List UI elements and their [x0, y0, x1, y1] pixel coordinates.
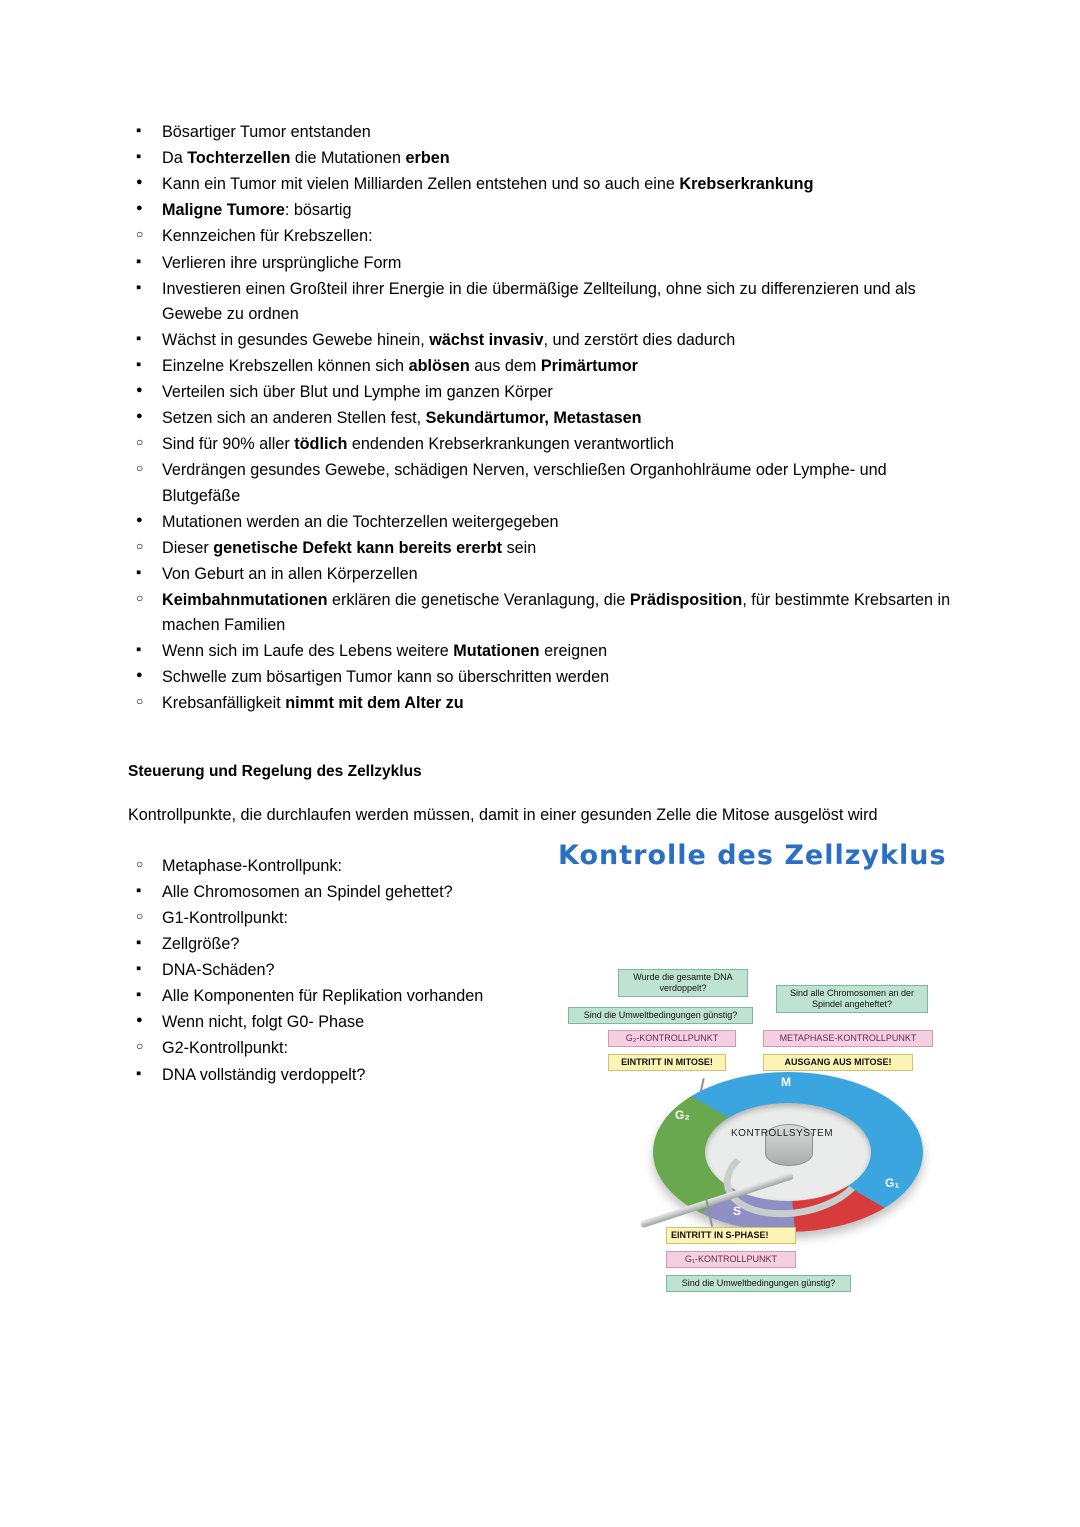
lower-block: [128, 839, 958, 1288]
bullet-square-icon: [136, 984, 156, 1009]
list-item: [128, 639, 958, 664]
outline-list-lower: [128, 854, 528, 1088]
list-item-text: Zellgröße?: [162, 934, 240, 953]
list-item: [128, 458, 958, 508]
figure-title: Kontrolle des Zellzyklus: [558, 839, 947, 871]
list-item-text: Mutationen werden an die Tochterzellen weitergegeben: [162, 512, 559, 531]
list-item-text: Bösartiger Tumor entstanden: [162, 123, 371, 141]
bullet-square-icon: [136, 328, 156, 353]
list-item: [128, 510, 958, 535]
callout-g2-checkpoint: G₂-KONTROLLPUNKT: [608, 1030, 736, 1047]
list-item-text: Alle Chromosomen an Spindel gehettet?: [162, 882, 453, 901]
callout-exit-mitosis: AUSGANG AUS MITOSE!: [763, 1054, 913, 1071]
list-item-text: Verlieren ihre ursprüngliche Form: [162, 253, 402, 272]
list-item: [128, 328, 958, 353]
list-item: [128, 536, 958, 561]
bullet-circle-icon: [136, 906, 156, 931]
list-item: [128, 562, 958, 587]
bullet-circle-icon: [136, 691, 156, 716]
list-item-text: Setzen sich an anderen Stellen fest, Sekundärtumor, Metastasen: [162, 409, 642, 428]
list-item-text: Verdrängen gesundes Gewebe, schädigen Nerven, verschließen Organhohlräume oder Lymphe- und Blutgefäße: [162, 461, 887, 505]
list-item-text: Wenn nicht, folgt G0- Phase: [162, 1013, 365, 1032]
list-item: [128, 277, 958, 327]
control-system-label: KONTROLLSYSTEM: [731, 1127, 834, 1139]
list-item: [128, 224, 958, 249]
document-content: [128, 120, 958, 1288]
list-item-text: Schwelle zum bösartigen Tumor kann so überschritten werden: [162, 668, 610, 687]
bullet-square-icon: [136, 354, 156, 379]
list-item: [128, 932, 528, 957]
list-item: [128, 251, 958, 276]
list-item: [128, 172, 958, 197]
list-item-text: Metaphase-Kontrollpunk:: [162, 856, 342, 875]
list-item: [128, 958, 528, 983]
phase-label-g1: G₁: [885, 1175, 900, 1190]
bullet-square-icon: [136, 562, 156, 587]
cell-cycle-figure: [558, 839, 988, 1288]
list-item-text: Maligne Tumore: bösartig: [162, 201, 352, 220]
bullet-circle-icon: [136, 588, 156, 613]
bullet-circle-icon: [136, 432, 156, 457]
list-item-text: Dieser genetische Defekt kann bereits ererbt sein: [162, 538, 537, 557]
list-item-text: Kann ein Tumor mit vielen Milliarden Zellen entstehen und so auch eine Krebserkrankung: [162, 175, 814, 194]
list-item-text: G1-Kontrollpunkt:: [162, 908, 288, 927]
callout-env-bottom: Sind die Umweltbedingungen günstig?: [666, 1275, 851, 1292]
list-item: [128, 1063, 528, 1088]
bullet-circle-icon: [136, 1036, 156, 1061]
phase-label-m: M: [781, 1074, 791, 1089]
list-item-text: Kennzeichen für Krebszellen:: [162, 227, 373, 246]
phase-label-g2: G₂: [675, 1107, 690, 1122]
list-item: [128, 354, 958, 379]
cell-cycle-ring: [653, 1072, 923, 1232]
list-item: [128, 854, 528, 879]
bullet-square-icon: [136, 251, 156, 276]
bullet-square-icon: [136, 1063, 156, 1088]
bullet-square-icon: [136, 120, 156, 145]
bullet-square-icon: [136, 932, 156, 957]
bullet-disc-icon: [136, 510, 156, 535]
bullet-disc-icon: [136, 172, 156, 197]
callout-dna-doubled: Wurde die gesamte DNA verdoppelt?: [618, 969, 748, 997]
bullet-disc-icon: [136, 665, 156, 690]
list-item-text: DNA-Schäden?: [162, 961, 275, 980]
callout-all-chromosomes: Sind alle Chromosomen an der Spindel angeheftet?: [776, 985, 928, 1013]
list-item-text: Wächst in gesundes Gewebe hinein, wächst invasiv, und zerstört dies dadurch: [162, 330, 736, 349]
bullet-square-icon: [136, 639, 156, 664]
list-item: [128, 1036, 528, 1061]
list-item-text: Einzelne Krebszellen können sich ablösen aus dem Primärtumor: [162, 356, 638, 375]
list-item-text: Investieren einen Großteil ihrer Energie in die übermäßige Zellteilung, ohne sich zu differenzieren und als Gewebe zu ordnen: [162, 279, 916, 323]
list-item-text: Verteilen sich über Blut und Lymphe im ganzen Körper: [162, 383, 553, 402]
list-item-text: Alle Komponenten für Replikation vorhanden: [162, 987, 484, 1006]
bullet-disc-icon: [136, 198, 156, 223]
section-paragraph: Kontrollpunkte, die durchlaufen werden müssen, damit in einer gesunden Zelle die Mitose ausgelöst wird: [128, 805, 878, 824]
list-item: [128, 984, 528, 1009]
list-item: [128, 665, 958, 690]
list-item-text: Von Geburt an in allen Körperzellen: [162, 564, 418, 583]
outline-list-top: [128, 120, 958, 717]
list-item: [128, 380, 958, 405]
list-item: [128, 1010, 528, 1035]
bullet-circle-icon: [136, 458, 156, 483]
list-item: [128, 198, 958, 223]
bullet-circle-icon: [136, 224, 156, 249]
list-item: [128, 146, 958, 171]
callout-enter-mitosis: EINTRITT IN MITOSE!: [608, 1054, 726, 1071]
list-item-text: Keimbahnmutationen erklären die genetische Veranlagung, die Prädisposition, für bestimmte Krebsarten in machen Familien: [162, 590, 951, 635]
bullet-circle-icon: [136, 536, 156, 561]
list-item: [128, 880, 528, 905]
figure-canvas: [558, 897, 988, 1287]
list-item: [128, 406, 958, 431]
callout-env-top: Sind die Umweltbedingungen günstig?: [568, 1007, 753, 1024]
list-item-text: Da Tochterzellen die Mutationen erben: [162, 149, 450, 168]
callout-enter-s-phase: EINTRITT IN S-PHASE!: [666, 1227, 796, 1244]
bullet-disc-icon: [136, 380, 156, 405]
list-item-text: DNA vollständig verdoppelt?: [162, 1065, 366, 1084]
bullet-square-icon: [136, 958, 156, 983]
list-item-text: Wenn sich im Laufe des Lebens weitere Mutationen ereignen: [162, 642, 608, 661]
callout-g1-checkpoint: G₁-KONTROLLPUNKT: [666, 1251, 796, 1268]
list-item: [128, 691, 958, 716]
bullet-disc-icon: [136, 406, 156, 431]
list-item: [128, 588, 958, 638]
bullet-square-icon: [136, 277, 156, 302]
list-item-text: G2-Kontrollpunkt:: [162, 1039, 288, 1058]
list-item: [128, 120, 958, 145]
bullet-square-icon: [136, 880, 156, 905]
bullet-square-icon: [136, 146, 156, 171]
callout-metaphase-checkpoint: METAPHASE-KONTROLLPUNKT: [763, 1030, 933, 1047]
list-item-text: Krebsanfälligkeit nimmt mit dem Alter zu: [162, 694, 464, 713]
bullet-disc-icon: [136, 1010, 156, 1035]
bullet-circle-icon: [136, 854, 156, 879]
list-item-text: Sind für 90% aller tödlich endenden Krebserkrankungen verantwortlich: [162, 435, 674, 454]
list-item: [128, 432, 958, 457]
list-item: [128, 906, 528, 931]
phase-label-s: S: [733, 1203, 742, 1218]
section-heading: Steuerung und Regelung des Zellzyklus: [128, 762, 422, 780]
